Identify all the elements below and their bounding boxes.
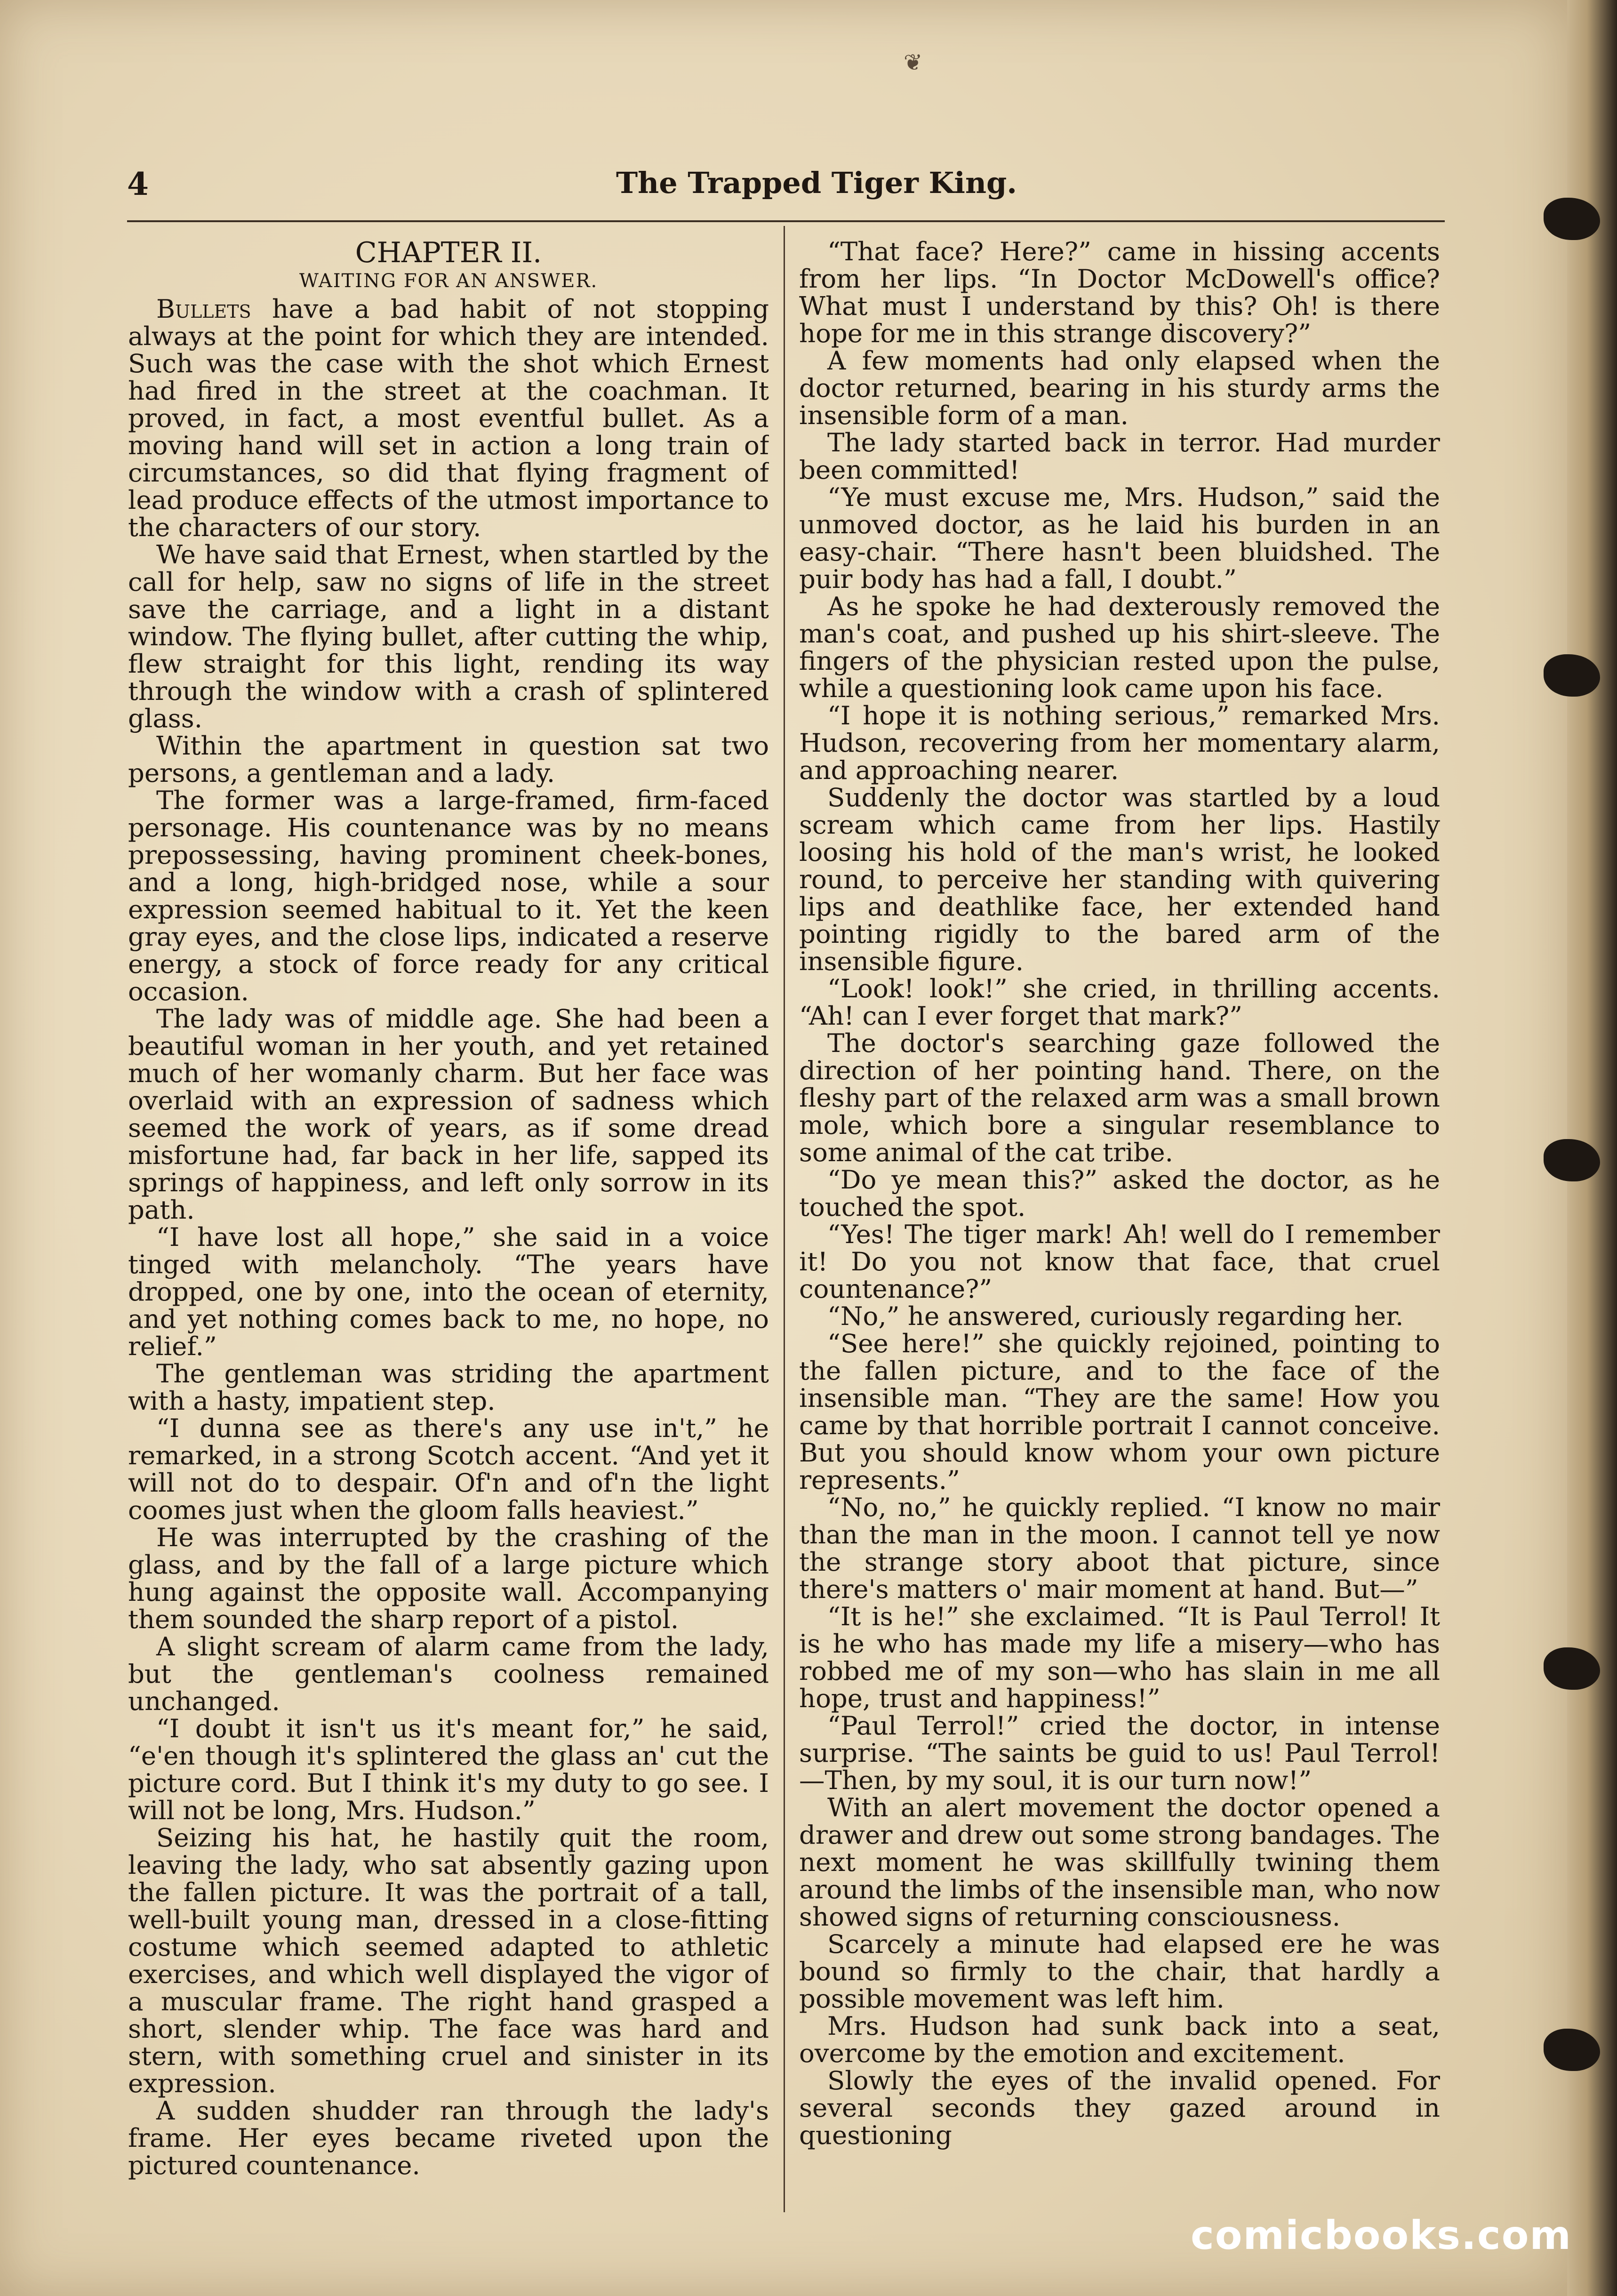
paragraph: “No, no,” he quickly replied. “I know no mair than the man in the moon. I cannot tell ye now the strange story aboot that picture, since there's matters o' mair moment at hand. But—” (799, 1492, 1440, 1604)
paragraph: “Ye must excuse me, Mrs. Hudson,” said the unmoved doctor, as he laid his burden in an easy-chair. “There hasn't been bluidshed. The puir body has had a fall, I doubt.” (799, 482, 1440, 594)
paragraph: “I hope it is nothing serious,” remarked Mrs. Hudson, recovering from her momentary alarm, and approaching nearer. (799, 700, 1440, 785)
paragraph: The lady started back in terror. Had murder been committed! (799, 427, 1440, 485)
header-rule (127, 220, 1445, 222)
paragraph: “Yes! The tiger mark! Ah! well do I remember it! Do you not know that face, that cruel countenance?” (799, 1219, 1440, 1304)
paragraph: Seizing his hat, he hastily quit the room, leaving the lady, who sat absently gazing upon the fallen picture. It was the portrait of a tall, well-built young man, dressed in a close-fitting costume which seemed adapted to athletic exercises, and which well displayed the vigor of a muscular frame. The right hand grasped a short, slender whip. The face was hard and stern, with something cruel and sinister in its expression. (128, 1822, 769, 2098)
paragraph: As he spoke he had dexterously removed the man's coat, and pushed up his shirt-sleeve. The fingers of the physician rested upon the pulse, while a questioning look came upon his face. (799, 591, 1440, 703)
page-number: 4 (127, 166, 149, 202)
paragraph: He was interrupted by the crashing of the glass, and by the fall of a large picture which hung against the opposite wall. Accompanying them sounded the sharp report of a pistol. (128, 1522, 769, 1634)
paragraph: Suddenly the doctor was startled by a loud scream which came from her lips. Hastily loosing his hold of the man's wrist, he looked round, to perceive her standing with quivering lips and deathlike face, her extended hand pointing rigidly to the bared arm of the insensible figure. (799, 782, 1440, 976)
paragraph: “No,” he answered, curiously regarding her. (827, 1301, 1404, 1331)
chapter-title: CHAPTER II. (355, 238, 542, 269)
paragraph: “It is he!” she exclaimed. “It is Paul Terrol! It is he who has made my life a misery—who has robbed me of my son—who has slain in me all hope, trust and happiness!” (799, 1601, 1440, 1713)
left-column (128, 238, 769, 2205)
paragraph: Scarcely a minute had elapsed ere he was bound so firmly to the chair, that hardly a possible movement was left him. (799, 1929, 1440, 2014)
opening-paragraph (128, 295, 769, 541)
paragraph: With an alert movement the doctor opened a drawer and drew out some strong bandages. The next moment he was skillfully twining them around the limbs of the insensible man, who now showed signs of returning consciousness. (799, 1792, 1440, 1932)
paragraph: The lady was of middle age. She had been a beautiful woman in her youth, and yet retained much of her womanly charm. But her face was overlaid with an expression of sadness which seemed the work of years, as if some dread misfortune had, far back in her life, sapped its springs of happiness, and left only sorrow in its path. (128, 1003, 769, 1225)
opening-text: have a bad habit of not stopping always at the point for which they are intended. Such was the case with the shot which Ernest had fired in the street at the coachman. It proved, in fact, a most eventful bullet. As a moving hand will set in action a long train of circumstances, so did that flying fragment of lead produce effects of the utmost importance to the characters of our story. (128, 294, 769, 542)
paragraph: “I doubt it isn't us it's meant for,” he said, “e'en though it's splintered the glass an' cut the picture cord. But I think it's my duty to go see. I will not be long, Mrs. Hudson.” (128, 1713, 769, 1825)
paragraph: Slowly the eyes of the invalid opened. For several seconds they gazed around in questioning (799, 2065, 1440, 2150)
chapter-subtitle: WAITING FOR AN ANSWER. (299, 270, 598, 292)
paragraph: The doctor's searching gaze followed the direction of her pointing hand. There, on the fleshy part of the relaxed arm was a small brown mole, which bore a singular resemblance to some animal of the cat tribe. (799, 1028, 1440, 1167)
right-column (799, 238, 1440, 2205)
running-title: The Trapped Tiger King. (616, 166, 1017, 200)
paragraph: The gentleman was striding the apartment with a hasty, impatient step. (128, 1358, 769, 1416)
site-watermark: comicbooks.com (1191, 2212, 1572, 2258)
paragraph: “Look! look!” she cried, in thrilling accents. “Ah! can I ever forget that mark?” (799, 973, 1440, 1031)
paragraph: “Paul Terrol!” cried the doctor, in intense surprise. “The saints be guid to us! Paul Terrol!—Then, by my soul, it is our turn now!” (799, 1710, 1440, 1795)
paragraph: A few moments had only elapsed when the doctor returned, bearing in his sturdy arms the insensible form of a man. (799, 345, 1440, 430)
column-divider (784, 226, 785, 2212)
paragraph: “See here!” she quickly rejoined, pointing to the fallen picture, and to the face of the insensible man. “They are the same! How you came by that horrible portrait I cannot conceive. But you should know whom your own picture represents.” (799, 1328, 1440, 1495)
paragraph: “I dunna see as there's any use in't,” he remarked, in a strong Scotch accent. “And yet it will not do to despair. Of'n and of'n the light coomes just when the gloom falls heaviest.” (128, 1413, 769, 1525)
paragraph: “I have lost all hope,” she said in a voice tinged with melancholy. “The years have dropped, one by one, into the ocean of eternity, and yet nothing comes back to me, no hope, no relief.” (128, 1222, 769, 1361)
paragraph: “Do ye mean this?” asked the doctor, as he touched the spot. (799, 1164, 1440, 1222)
paragraph: Within the apartment in question sat two persons, a gentleman and a lady. (128, 731, 769, 788)
printer-ornament-icon: ❦ (904, 49, 923, 76)
drop-word: Bullets (156, 294, 251, 324)
paragraph: A slight scream of alarm came from the lady, but the gentleman's coolness remained unchanged. (128, 1631, 769, 1716)
paragraph: “That face? Here?” came in hissing accents from her lips. “In Doctor McDowell's office? What must I understand by this? Oh! is there hope for me in this strange discovery?” (799, 238, 1440, 348)
paragraph: We have said that Ernest, when startled by the call for help, saw no signs of life in the street save the carriage, and a light in a distant window. The flying bullet, after cutting the whip, flew straight for this light, rending its way through the window with a crash of splintered glass. (128, 539, 769, 733)
paragraph: Mrs. Hudson had sunk back into a seat, overcome by the emotion and excitement. (799, 2011, 1440, 2068)
paragraph: A sudden shudder ran through the lady's frame. Her eyes became riveted upon the pictured countenance. (128, 2095, 769, 2180)
paragraph: The former was a large-framed, firm-faced personage. His countenance was by no means prepossessing, having prominent cheek-bones, and a long, high-bridged nose, while a sour expression seemed habitual to it. Yet the keen gray eyes, and the close lips, indicated a reserve energy, a stock of force ready for any critical occasion. (128, 785, 769, 1006)
